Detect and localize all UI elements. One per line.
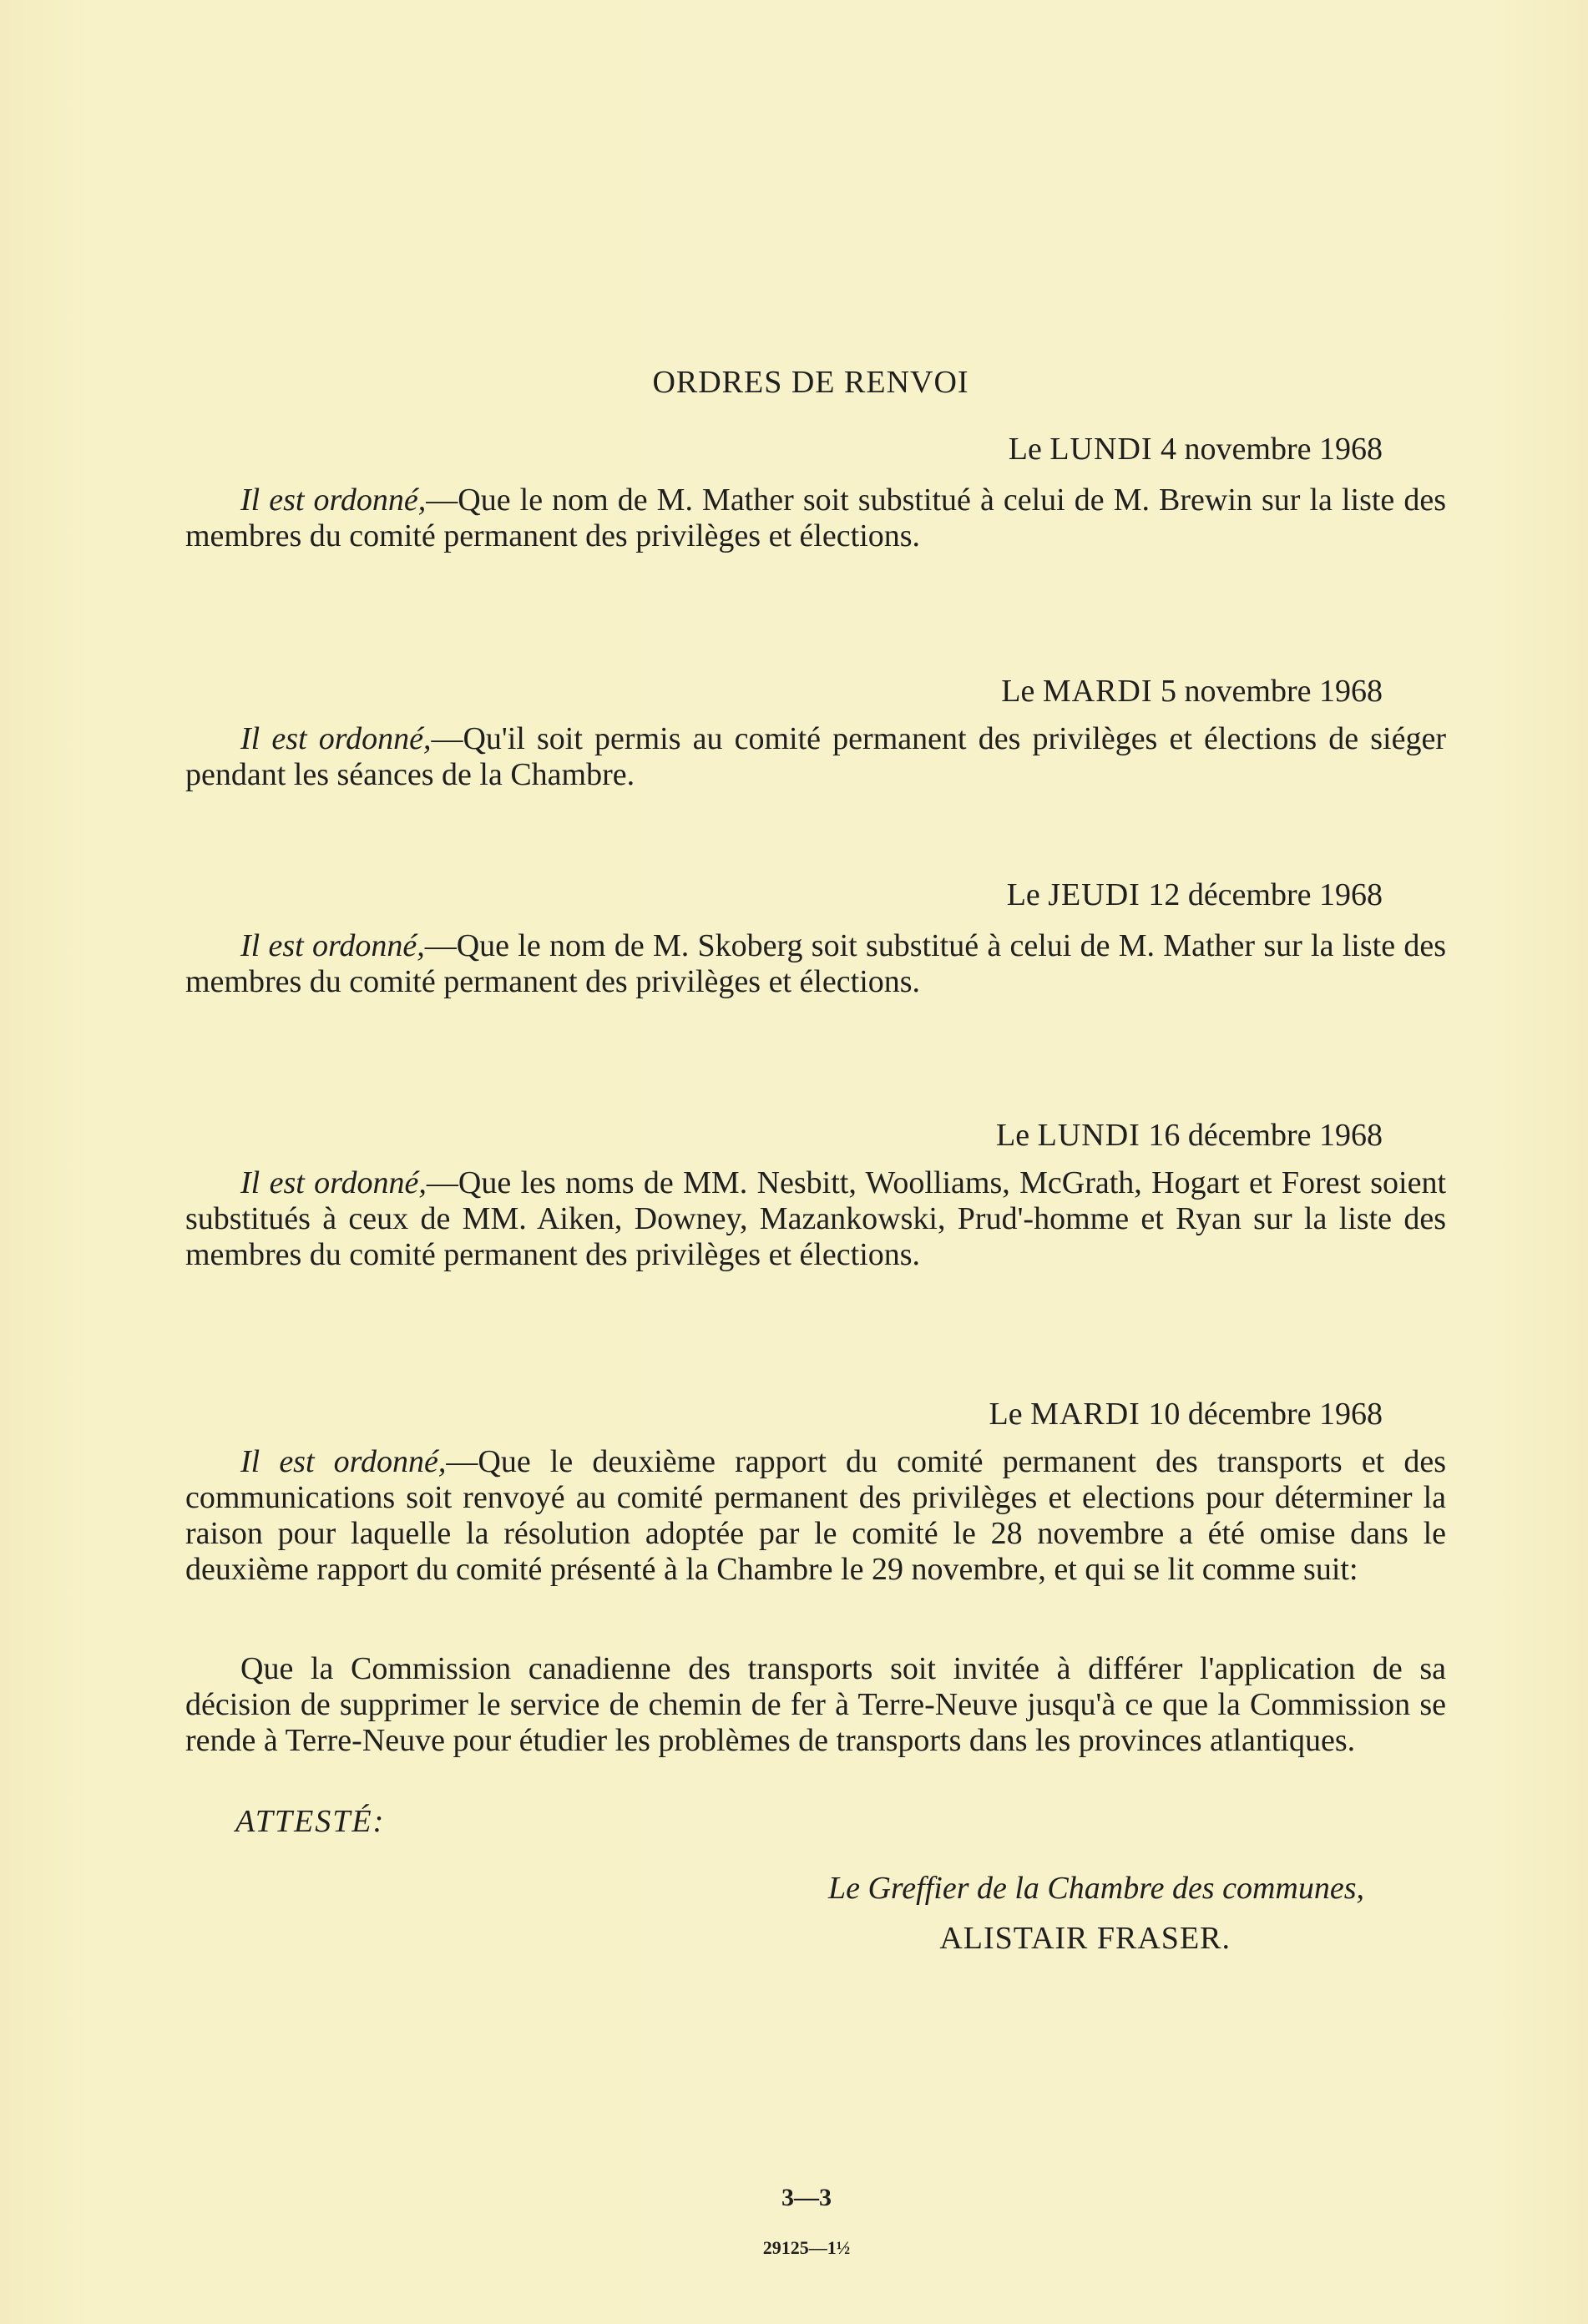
entry-body: —Qu'il soit permis au comité permanent des privilèges et élections de siéger pendant les séances de la Chambre.	[185, 721, 1446, 792]
entry-3-text	[185, 928, 1446, 1000]
page-heading: ORDRES DE RENVOI	[652, 365, 969, 400]
date-rest: 16 décembre 1968	[1148, 1118, 1383, 1153]
entry-lead: Il est ordonné,	[240, 928, 425, 963]
date-prefix: Le	[1008, 432, 1042, 467]
entry-5-text	[185, 1444, 1446, 1588]
entry-lead: Il est ordonné,	[240, 1444, 447, 1479]
entry-body: —Que le nom de M. Mather soit substitué à celui de M. Brewin sur la liste des membres du comité permanent des privilèges et élections.	[185, 482, 1447, 553]
date-rest: 10 décembre 1968	[1148, 1397, 1383, 1432]
attest-label: ATTESTÉ:	[235, 1804, 386, 1839]
date-day: LUNDI	[1037, 1118, 1140, 1153]
date-day: MARDI	[1030, 1397, 1140, 1432]
entry-4-text	[185, 1165, 1446, 1273]
date-day: LUNDI	[1049, 432, 1153, 467]
date-prefix: Le	[996, 1118, 1030, 1153]
entry-lead: Il est ordonné,	[240, 721, 432, 756]
date-day: JEUDI	[1048, 877, 1140, 912]
entry-lead: Il est ordonné,	[240, 1165, 427, 1200]
entry-3-date	[1007, 877, 1383, 913]
entry-lead: Il est ordonné,	[240, 482, 427, 518]
entry-2-date	[1001, 673, 1383, 710]
entry-5-date	[989, 1396, 1383, 1432]
page-number: 3—3	[781, 2184, 832, 2211]
date-prefix: Le	[989, 1397, 1023, 1432]
print-number: 29125—1½	[762, 2237, 851, 2258]
entry-2-text	[185, 721, 1446, 793]
date-prefix: Le	[1001, 674, 1035, 709]
signature-title	[828, 1870, 1364, 1907]
resolution-text: Que la Commission canadienne des transports soit invitée à différer l'application de sa décision de supprimer le service de chemin de fer à Terre-Neuve jusqu'à ce que la Commission se rende à Terre-Neuve pour étudier les problèmes de transports dans les provinces atlantiques.	[185, 1651, 1446, 1758]
date-day: MARDI	[1042, 674, 1153, 709]
date-rest: 4 novembre 1968	[1161, 432, 1383, 467]
signature-title-text: Le Greffier de la Chambre des communes,	[827, 1871, 1364, 1906]
date-prefix: Le	[1006, 877, 1040, 912]
entry-body: —Que le deuxième rapport du comité permanent des transports et des communications soit renvoyé au comité permanent des privilèges et elections pour déterminer la raison pour laquelle la résolution adoptée par le comité le 28 novembre a été omise dans le deuxième rapport du comité présenté à la Chambre le 29 novembre, et qui se lit comme suit:	[185, 1444, 1446, 1587]
date-rest: 5 novembre 1968	[1161, 674, 1383, 709]
date-rest: 12 décembre 1968	[1148, 877, 1383, 912]
entry-body: —Que le nom de M. Skoberg soit substitué à celui de M. Mather sur la liste des membres du comité permanent des privilèges et élections.	[185, 928, 1446, 999]
signature-name: ALISTAIR FRASER.	[939, 1921, 1231, 1956]
entry-body: —Que les noms de MM. Nesbitt, Woolliams, McGrath, Hogart et Forest soient substitués à ceux de MM. Aiken, Downey, Mazankowski, Prud'-homme et Ryan sur la liste des membres du comité permanent des privilèges et élections.	[185, 1165, 1446, 1272]
entry-1-text	[185, 482, 1446, 554]
entry-1-date	[1009, 431, 1383, 467]
quoted-resolution	[185, 1651, 1446, 1759]
entry-4-date	[996, 1117, 1383, 1154]
